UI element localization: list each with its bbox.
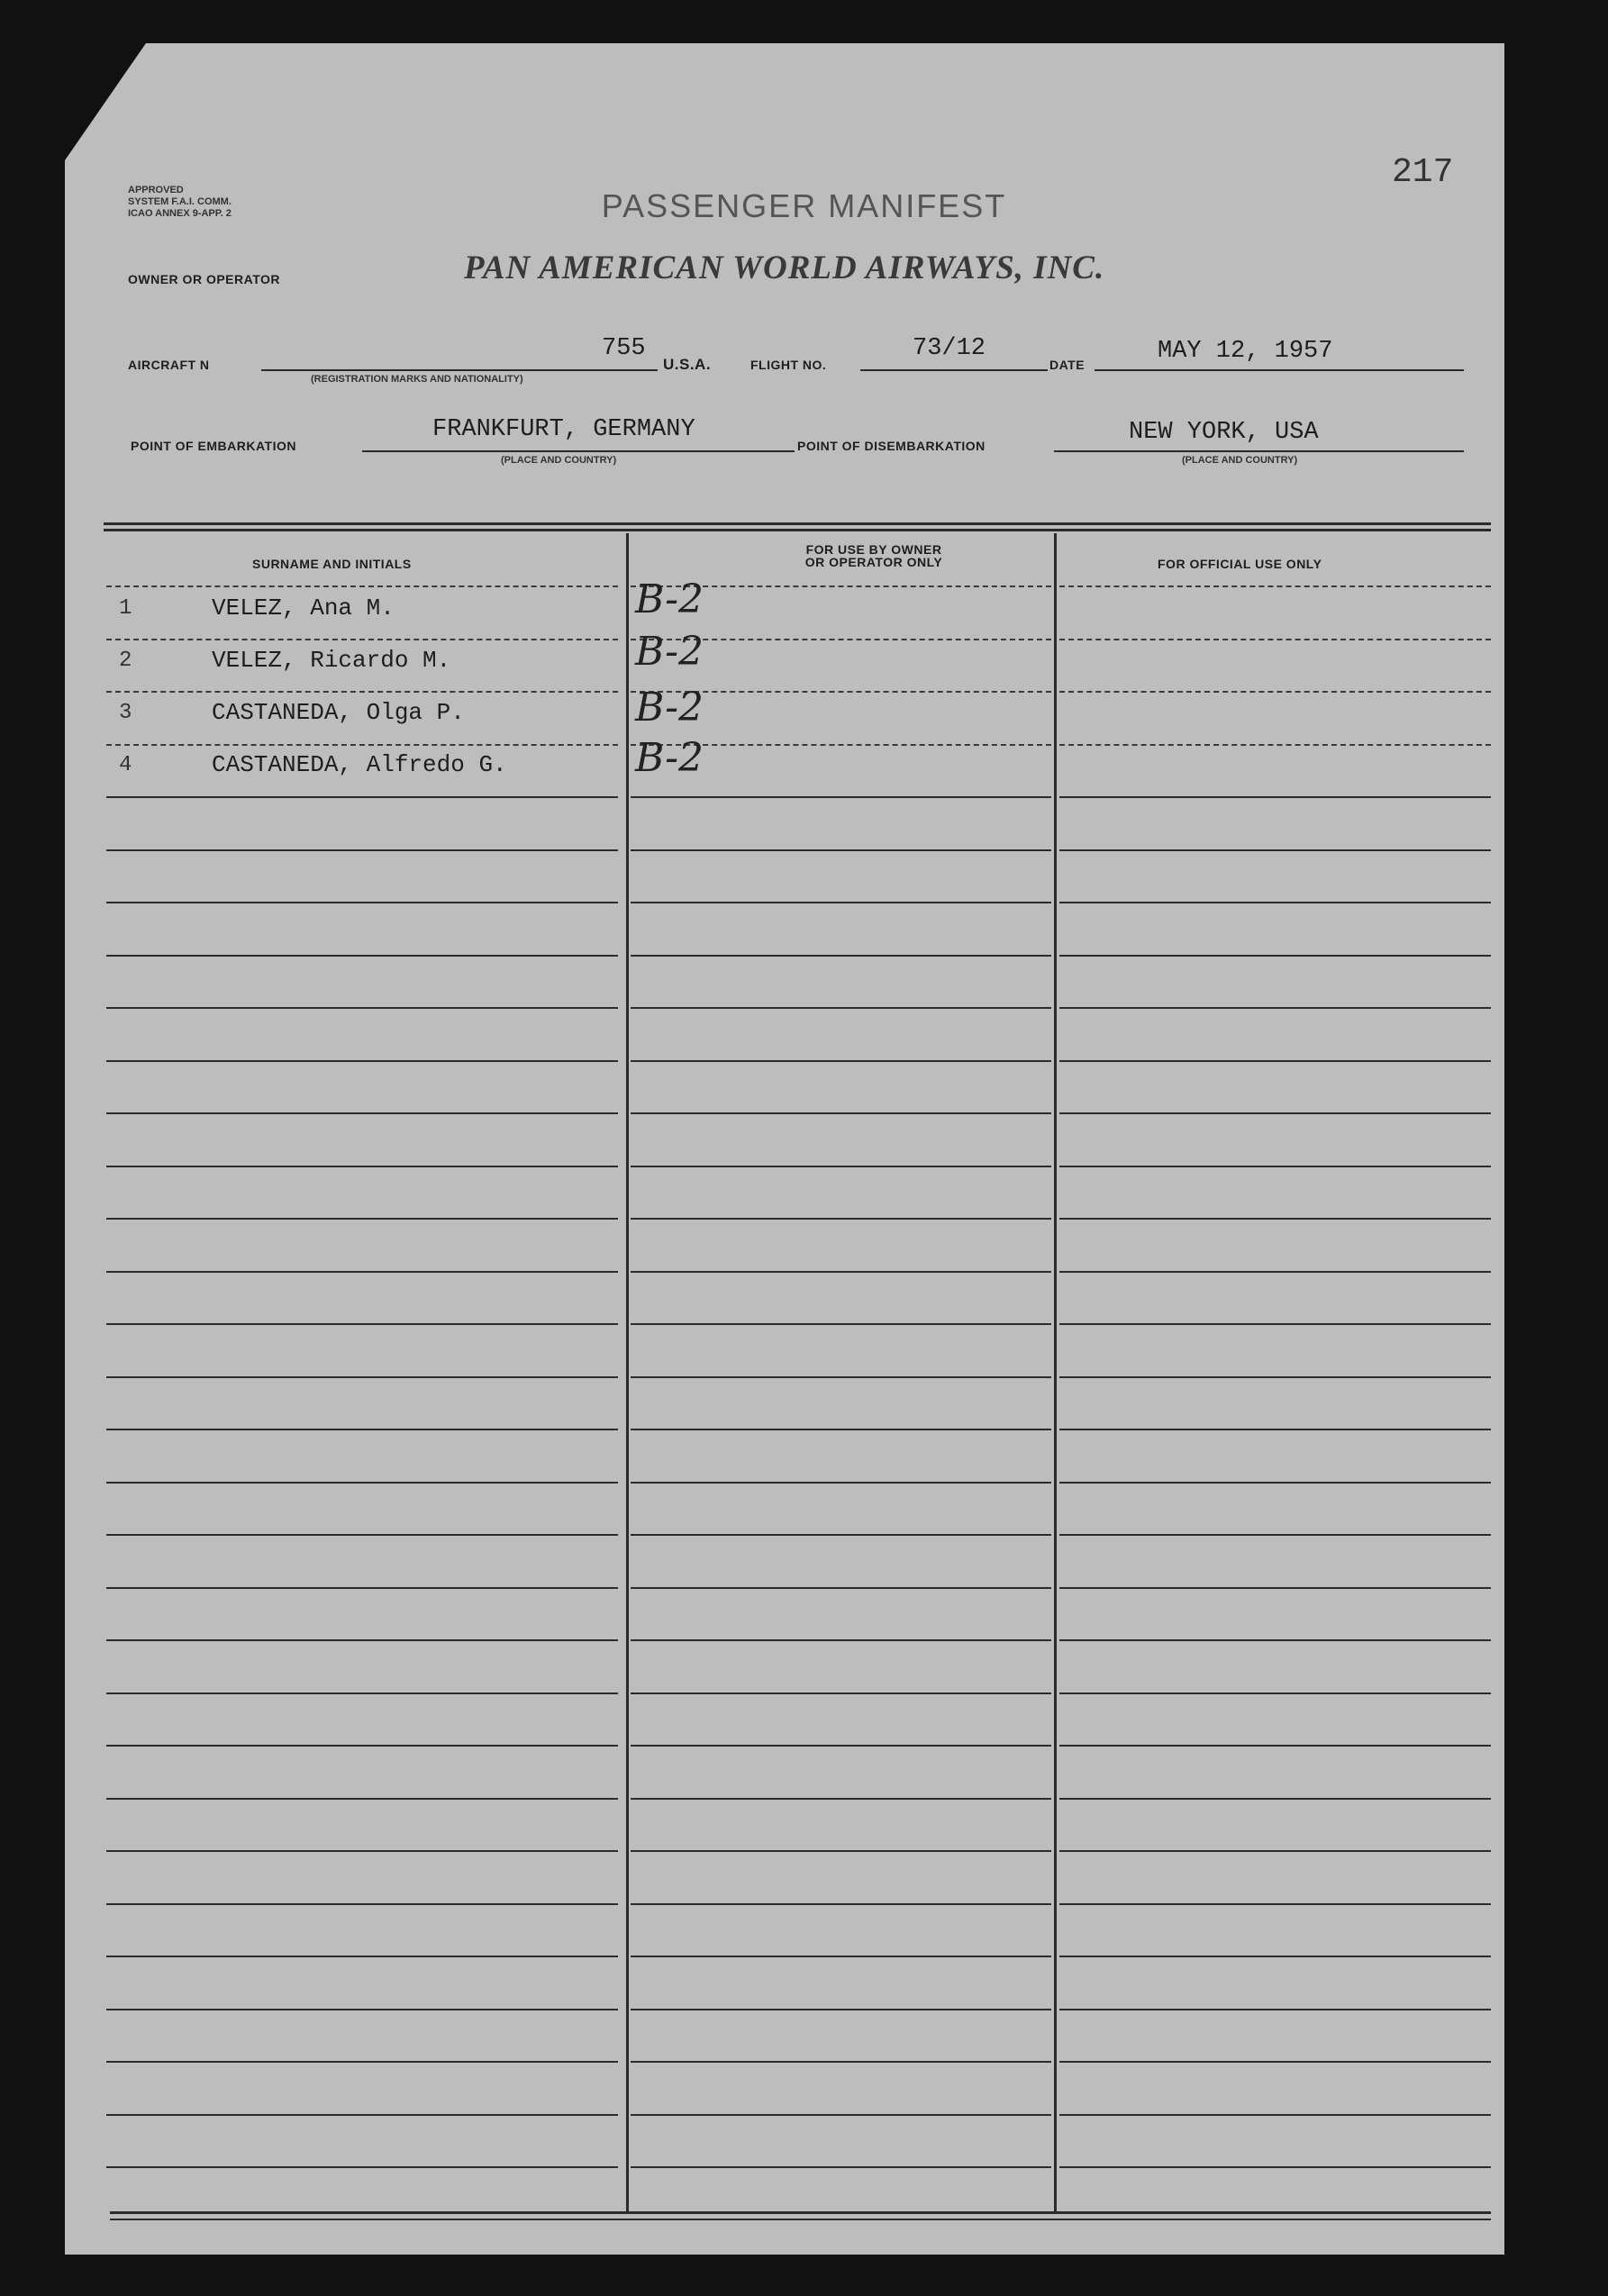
- row-rule: [106, 1903, 618, 1905]
- row-rule: [106, 2061, 618, 2063]
- aircraft-value: 755: [602, 335, 646, 362]
- row-rule: [1059, 796, 1491, 798]
- row-rule: [631, 1903, 1051, 1905]
- row-rule: [631, 2061, 1051, 2063]
- column-divider-2: [1054, 533, 1057, 2211]
- row-rule: [1059, 1482, 1491, 1484]
- row-number: 3: [119, 701, 132, 725]
- row-rule: [106, 1693, 618, 1694]
- row-rule: [1059, 1271, 1491, 1273]
- approval-line-3: ICAO ANNEX 9-APP. 2: [128, 208, 232, 219]
- row-rule: [1059, 1639, 1491, 1641]
- owner-note: B-2: [635, 685, 704, 731]
- row-rule: [631, 1482, 1051, 1484]
- row-rule: [1059, 902, 1491, 903]
- row-rule: [106, 1376, 618, 1378]
- row-rule: [1059, 744, 1491, 746]
- row-rule: [631, 2009, 1051, 2010]
- passenger-name: VELEZ, Ana M.: [212, 594, 395, 622]
- row-rule: [631, 1218, 1051, 1220]
- row-rule: [631, 1956, 1051, 1957]
- embark-caption: (PLACE AND COUNTRY): [501, 455, 617, 466]
- row-number: 4: [119, 753, 132, 777]
- row-rule: [631, 1798, 1051, 1800]
- aircraft-underline: [261, 369, 658, 371]
- row-rule: [631, 1587, 1051, 1589]
- row-rule: [631, 902, 1051, 903]
- owner-note: B-2: [635, 629, 704, 675]
- row-rule: [1059, 1587, 1491, 1589]
- row-rule: [106, 955, 618, 957]
- row-rule: [1059, 1218, 1491, 1220]
- page-number: 217: [1392, 153, 1454, 192]
- row-rule: [1059, 1745, 1491, 1747]
- row-rule: [1059, 1060, 1491, 1062]
- passenger-name: VELEZ, Ricardo M.: [212, 647, 451, 674]
- row-rule: [631, 796, 1051, 798]
- row-rule: [106, 2114, 618, 2116]
- row-rule: [631, 1323, 1051, 1325]
- row-rule: [106, 2166, 618, 2168]
- row-rule: [106, 1271, 618, 1273]
- row-rule: [106, 1745, 618, 1747]
- row-rule: [1059, 585, 1491, 587]
- table-bottom-rule-2: [110, 2219, 1491, 2220]
- row-rule: [1059, 2061, 1491, 2063]
- row-rule: [1059, 1798, 1491, 1800]
- row-rule: [106, 1112, 618, 1114]
- date-value: MAY 12, 1957: [1158, 338, 1333, 365]
- row-rule: [106, 1639, 618, 1641]
- row-rule: [631, 1639, 1051, 1641]
- row-rule: [631, 2166, 1051, 2168]
- passenger-name: CASTANEDA, Alfredo G.: [212, 751, 507, 778]
- row-rule: [1059, 1429, 1491, 1430]
- aircraft-suffix: U.S.A.: [663, 356, 712, 373]
- row-rule: [106, 1218, 618, 1220]
- disembark-caption: (PLACE AND COUNTRY): [1182, 455, 1298, 466]
- approval-line-1: APPROVED: [128, 185, 184, 195]
- row-rule: [106, 1956, 618, 1957]
- manifest-sheet: [65, 43, 1504, 2255]
- row-rule: [1059, 1693, 1491, 1694]
- row-rule: [631, 1850, 1051, 1852]
- flight-underline: [860, 369, 1048, 371]
- row-rule: [631, 1376, 1051, 1378]
- row-number: 1: [119, 596, 132, 621]
- row-rule: [106, 1482, 618, 1484]
- embark-underline: [362, 450, 795, 452]
- disembark-value: NEW YORK, USA: [1129, 419, 1319, 446]
- row-rule: [1059, 639, 1491, 640]
- row-rule: [631, 1007, 1051, 1009]
- row-rule: [631, 2114, 1051, 2116]
- aircraft-caption: (REGISTRATION MARKS AND NATIONALITY): [311, 374, 523, 385]
- row-rule: [106, 1060, 618, 1062]
- row-rule: [106, 1534, 618, 1536]
- row-rule: [631, 1745, 1051, 1747]
- row-rule: [631, 1166, 1051, 1167]
- row-rule: [106, 849, 618, 851]
- row-rule: [106, 2009, 618, 2010]
- header-owner-use-1: FOR USE BY OWNER: [805, 542, 942, 557]
- header-owner-use-2: OR OPERATOR ONLY: [804, 555, 943, 569]
- row-rule: [106, 1007, 618, 1009]
- row-rule: [106, 796, 618, 798]
- row-rule: [1059, 1376, 1491, 1378]
- embark-value: FRANKFURT, GERMANY: [432, 416, 695, 443]
- row-rule: [1059, 2166, 1491, 2168]
- row-rule: [106, 902, 618, 903]
- header-official: FOR OFFICIAL USE ONLY: [1158, 557, 1322, 571]
- owner-note: B-2: [635, 735, 704, 781]
- row-rule: [106, 1798, 618, 1800]
- row-rule: [1059, 1166, 1491, 1167]
- row-rule: [631, 1429, 1051, 1430]
- row-rule: [1059, 1850, 1491, 1852]
- flight-label: FLIGHT NO.: [750, 358, 827, 372]
- row-number: 2: [119, 649, 132, 673]
- table-top-rule-1: [104, 522, 1491, 525]
- disembark-underline: [1054, 450, 1464, 452]
- owner-note: B-2: [635, 576, 704, 622]
- row-rule: [1059, 1534, 1491, 1536]
- row-rule: [106, 1850, 618, 1852]
- torn-corner: [65, 43, 146, 160]
- row-rule: [106, 1587, 618, 1589]
- table-bottom-rule: [110, 2211, 1491, 2214]
- date-underline: [1095, 369, 1464, 371]
- row-rule: [631, 1112, 1051, 1114]
- table-top-rule-2: [104, 529, 1491, 531]
- row-rule: [106, 585, 618, 587]
- row-rule: [1059, 849, 1491, 851]
- row-rule: [106, 639, 618, 640]
- row-rule: [1059, 1112, 1491, 1114]
- date-label: DATE: [1049, 358, 1086, 372]
- row-rule: [1059, 1323, 1491, 1325]
- owner-value: PAN AMERICAN WORLD AIRWAYS, INC.: [464, 250, 1105, 286]
- header-surname: SURNAME AND INITIALS: [252, 557, 412, 571]
- row-rule: [106, 691, 618, 693]
- row-rule: [1059, 1903, 1491, 1905]
- row-rule: [631, 1060, 1051, 1062]
- embark-label: POINT OF EMBARKATION: [131, 439, 296, 453]
- row-rule: [1059, 691, 1491, 693]
- column-divider-1: [626, 533, 629, 2211]
- disembark-label: POINT OF DISEMBARKATION: [797, 439, 986, 453]
- row-rule: [106, 1429, 618, 1430]
- row-rule: [1059, 2009, 1491, 2010]
- flight-value: 73/12: [913, 335, 986, 362]
- row-rule: [106, 744, 618, 746]
- row-rule: [631, 1534, 1051, 1536]
- row-rule: [1059, 1007, 1491, 1009]
- row-rule: [106, 1166, 618, 1167]
- row-rule: [1059, 955, 1491, 957]
- row-rule: [106, 1323, 618, 1325]
- row-rule: [1059, 1956, 1491, 1957]
- row-rule: [631, 849, 1051, 851]
- form-title: PASSENGER MANIFEST: [601, 187, 1007, 224]
- owner-label: OWNER OR OPERATOR: [128, 272, 280, 286]
- row-rule: [631, 1693, 1051, 1694]
- row-rule: [1059, 2114, 1491, 2116]
- approval-line-2: SYSTEM F.A.I. COMM.: [128, 196, 232, 207]
- aircraft-label: AIRCRAFT N: [128, 358, 210, 372]
- row-rule: [631, 955, 1051, 957]
- passenger-name: CASTANEDA, Olga P.: [212, 699, 465, 726]
- row-rule: [631, 1271, 1051, 1273]
